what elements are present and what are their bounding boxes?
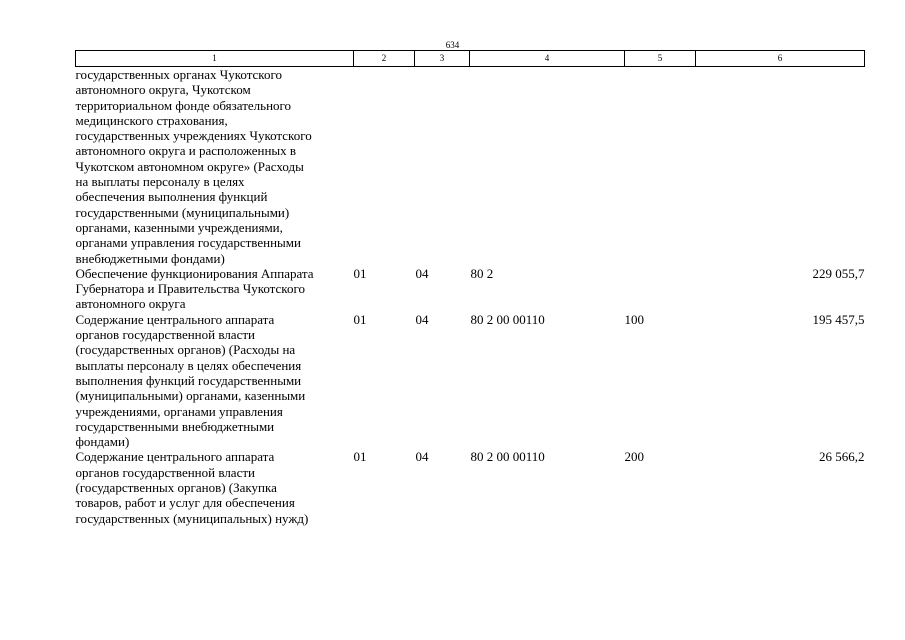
row-name: Обеспечение функционирования Аппарата Губернатора и Правительства Чукотского автономного округа [75, 265, 314, 312]
row-name: Содержание центрального аппарата органов государственной власти (государственных органов) (Закупка товаров, работ и услуг для обеспечения государственных (муниципальных) нужд) [75, 449, 309, 526]
row-subsection: 04 [415, 265, 429, 281]
row-expense-type: 200 [624, 449, 644, 465]
row-amount: 26 566,2 [819, 449, 865, 465]
row-target-article: 80 2 00 00110 [470, 311, 545, 327]
row-target-article [470, 67, 625, 266]
row-expense-type: 100 [624, 311, 644, 327]
table-row [76, 312, 865, 450]
table-row [76, 449, 865, 525]
row-target-article: 80 2 [470, 265, 494, 281]
row-section: 01 [353, 449, 367, 465]
table-header [76, 51, 865, 67]
row-section: 01 [353, 311, 367, 327]
row-expense-type [625, 266, 696, 312]
header-col-4: 4 [470, 51, 625, 67]
row-amount [696, 67, 865, 266]
header-col-6: 6 [696, 51, 865, 67]
page-number: 634 [445, 40, 460, 50]
table-row [76, 67, 865, 266]
header-row [76, 51, 865, 67]
row-subsection [415, 67, 470, 266]
row-name: Содержание центрального аппарата органов государственной власти (государственных органов) (Расходы на выплаты персоналу в целях обеспечения выполнения функций государственными (муниципальными) органами, казенными учреждениями, органами управления государственными внебюджетными фондами) [75, 311, 306, 450]
budget-table [75, 50, 865, 526]
header-col-2: 2 [354, 51, 415, 67]
row-name: государственных органах Чукотского автономного округа, Чукотском территориальном фонде обязательного медицинского страхования, государственных учреждениях Чукотского автономного округа и расположенных в Чукотском автономном округе» (Расходы на выплаты персоналу в целях обеспечения выполнения функций государственными (муниципальными) органами, казенными учреждениями, органами управления государственными внебюджетными фондами) [75, 67, 312, 266]
row-target-article: 80 2 00 00110 [470, 449, 545, 465]
row-subsection: 04 [415, 311, 429, 327]
header-col-3: 3 [415, 51, 470, 67]
header-col-5: 5 [625, 51, 696, 67]
row-amount: 229 055,7 [812, 265, 865, 281]
row-section: 01 [353, 265, 367, 281]
header-col-1: 1 [76, 51, 354, 67]
row-section [354, 67, 415, 266]
row-subsection: 04 [415, 449, 429, 465]
table-body [76, 67, 865, 526]
row-amount: 195 457,5 [812, 311, 865, 327]
row-expense-type [625, 67, 696, 266]
table-row [76, 266, 865, 312]
